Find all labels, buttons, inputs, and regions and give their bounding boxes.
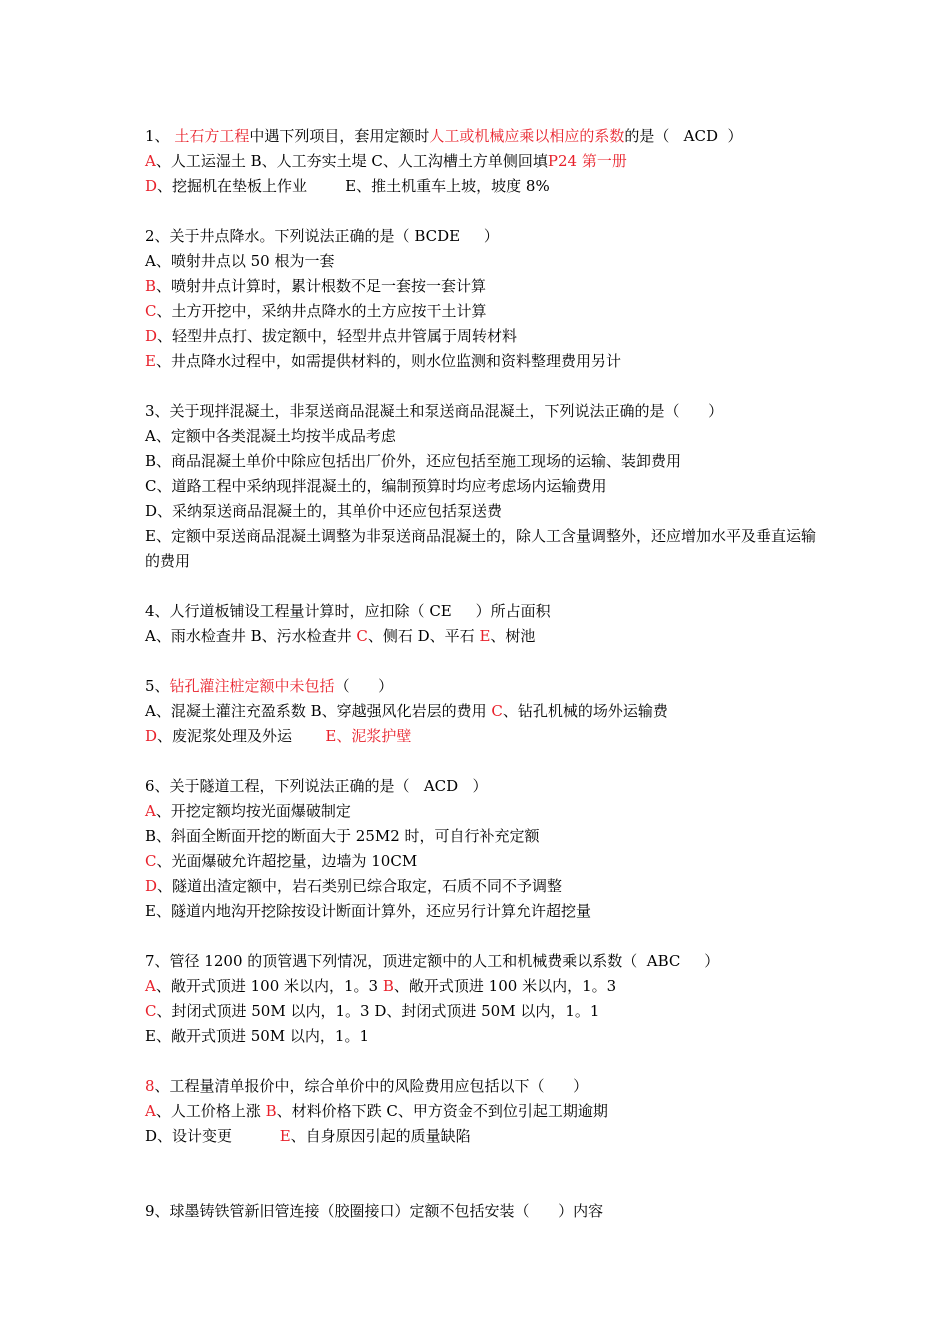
question-option-line bbox=[145, 624, 825, 649]
question-option-line bbox=[145, 174, 825, 199]
question-option-line bbox=[145, 1124, 825, 1149]
text-run: A、混凝土灌注充盈系数 B、穿越强风化岩层的费用 bbox=[145, 702, 492, 720]
question-stem bbox=[145, 774, 825, 799]
question-option-line bbox=[145, 349, 825, 374]
question-stem bbox=[145, 1074, 825, 1099]
text-run: 、光面爆破允许超挖量，边墙为 10CM bbox=[156, 852, 418, 870]
question-stem bbox=[145, 224, 825, 249]
question-option-line bbox=[145, 449, 825, 474]
text-run: E、敞开式顶进 50M 以内，1。1 bbox=[145, 1027, 370, 1045]
question-option-line bbox=[145, 974, 825, 999]
text-run: E bbox=[279, 1127, 291, 1145]
text-run: 、敞开式顶进 100 米以内，1。3 bbox=[155, 977, 383, 995]
text-run: A bbox=[145, 1102, 156, 1120]
question-option-line bbox=[145, 1099, 825, 1124]
text-run: 6、关于隧道工程，下列说法正确的是（ ACD ） bbox=[145, 777, 488, 795]
text-run: 、挖掘机在垫板上作业 E、推土机重车上坡，坡度 8% bbox=[157, 177, 550, 195]
question-4 bbox=[145, 599, 825, 649]
text-run: 钻孔灌注桩定额中未包括 bbox=[169, 677, 335, 695]
text-run: E、泥浆护壁 bbox=[325, 727, 412, 745]
text-run: E、隧道内地沟开挖除按设计断面计算外，还应另行计算允许超挖量 bbox=[145, 902, 591, 920]
text-run: D bbox=[145, 727, 158, 745]
text-run: E bbox=[145, 352, 156, 370]
text-run: 、土方开挖中，采纳井点降水的土方应按干土计算 bbox=[156, 302, 487, 320]
text-run: C bbox=[491, 702, 503, 720]
text-run: E、定额中泵送商品混凝土调整为非泵送商品混凝土的，除人工含量调整外，还应增加水平及垂直运输的费用 bbox=[145, 527, 816, 570]
text-run: C、道路工程中采纳现拌混凝土的，编制预算时均应考虑场内运输费用 bbox=[145, 477, 607, 495]
text-run: （ ） bbox=[334, 677, 394, 695]
question-option-line bbox=[145, 249, 825, 274]
text-run: C bbox=[356, 627, 368, 645]
text-run: 9、球墨铸铁管新旧管连接（胶圈接口）定额不包括安装（ ）内容 bbox=[145, 1202, 604, 1220]
text-run: 、废泥浆处理及外运 bbox=[157, 727, 326, 745]
question-2 bbox=[145, 224, 825, 374]
text-run: A bbox=[145, 802, 156, 820]
question-option-line bbox=[145, 474, 825, 499]
text-run: B bbox=[145, 277, 157, 295]
text-run: 、隧道出渣定额中，岩石类别已综合取定，石质不同不予调整 bbox=[157, 877, 563, 895]
text-run: B、斜面全断面开挖的断面大于 25M2 时，可自行补充定额 bbox=[145, 827, 540, 845]
text-run: A、定额中各类混凝土均按半成品考虑 bbox=[145, 427, 396, 445]
text-run: 4、人行道板铺设工程量计算时，应扣除（ CE ）所占面积 bbox=[145, 602, 551, 620]
text-run: B、商品混凝土单价中除应包括出厂价外，还应包括至施工现场的运输、装卸费用 bbox=[145, 452, 682, 470]
text-run: 、人工价格上涨 bbox=[155, 1102, 266, 1120]
question-option-line bbox=[145, 699, 825, 724]
question-stem bbox=[145, 674, 825, 699]
question-option-line bbox=[145, 999, 825, 1024]
question-stem bbox=[145, 949, 825, 974]
text-run: 的是（ ACD ） bbox=[624, 127, 743, 145]
question-option-line bbox=[145, 524, 825, 574]
text-run: A、雨水检查井 B、污水检查井 bbox=[145, 627, 357, 645]
question-spacer bbox=[145, 1049, 825, 1074]
text-run: C bbox=[145, 302, 157, 320]
question-option-line bbox=[145, 499, 825, 524]
text-run: A bbox=[145, 977, 156, 995]
text-run: D、设计变更 bbox=[145, 1127, 280, 1145]
text-run: 、侧石 D、平石 bbox=[367, 627, 480, 645]
text-run: 、开挖定额均按光面爆破制定 bbox=[155, 802, 351, 820]
question-spacer bbox=[145, 649, 825, 674]
question-stem bbox=[145, 1199, 825, 1224]
text-run: 1、 bbox=[145, 127, 175, 145]
text-run: C bbox=[145, 852, 157, 870]
text-run: B bbox=[265, 1102, 277, 1120]
question-spacer bbox=[145, 1149, 825, 1199]
question-6 bbox=[145, 774, 825, 924]
question-spacer bbox=[145, 374, 825, 399]
question-stem bbox=[145, 599, 825, 624]
text-run: D bbox=[145, 877, 158, 895]
text-run: 、井点降水过程中，如需提供材料的，则水位监测和资料整理费用另计 bbox=[155, 352, 621, 370]
question-option-line bbox=[145, 899, 825, 924]
text-run: D bbox=[145, 177, 158, 195]
text-run: 、喷射井点计算时，累计根数不足一套按一套计算 bbox=[156, 277, 487, 295]
text-run: 3、关于现拌混凝土，非泵送商品混凝土和泵送商品混凝土，下列说法正确的是（ ） bbox=[145, 402, 724, 420]
question-option-line bbox=[145, 1024, 825, 1049]
text-run: 、钻孔机械的场外运输费 bbox=[502, 702, 668, 720]
question-option-line bbox=[145, 149, 825, 174]
text-run: 、轻型井点打、拔定额中，轻型井点井管属于周转材料 bbox=[157, 327, 518, 345]
text-run: P24 第一册 bbox=[547, 152, 627, 170]
question-8 bbox=[145, 1074, 825, 1149]
text-run: D bbox=[145, 327, 158, 345]
question-list bbox=[145, 124, 825, 1224]
text-run: 、敞开式顶进 100 米以内，1。3 bbox=[393, 977, 617, 995]
text-run: 5、 bbox=[145, 677, 170, 695]
text-run: 中遇下列项目，套用定额时 bbox=[249, 127, 430, 145]
question-stem bbox=[145, 399, 825, 424]
question-option-line bbox=[145, 849, 825, 874]
question-5 bbox=[145, 674, 825, 749]
text-run: 8 bbox=[145, 1077, 155, 1095]
question-7 bbox=[145, 949, 825, 1049]
question-option-line bbox=[145, 799, 825, 824]
text-run: 、自身原因引起的质量缺陷 bbox=[290, 1127, 471, 1145]
question-1 bbox=[145, 124, 825, 199]
question-spacer bbox=[145, 749, 825, 774]
question-option-line bbox=[145, 274, 825, 299]
text-run: E bbox=[479, 627, 491, 645]
question-option-line bbox=[145, 299, 825, 324]
text-run: A、喷射井点以 50 根为一套 bbox=[145, 252, 335, 270]
text-run: 、树池 bbox=[490, 627, 536, 645]
question-stem bbox=[145, 124, 825, 149]
text-run: 、材料价格下跌 C、甲方资金不到位引起工期逾期 bbox=[276, 1102, 608, 1120]
question-spacer bbox=[145, 574, 825, 599]
question-3 bbox=[145, 399, 825, 574]
text-run: 土石方工程 bbox=[174, 127, 250, 145]
text-run: A bbox=[145, 152, 156, 170]
question-option-line bbox=[145, 874, 825, 899]
text-run: 、人工运湿土 B、人工夯实土堤 C、人工沟槽土方单侧回填 bbox=[155, 152, 548, 170]
question-option-line bbox=[145, 824, 825, 849]
text-run: 7、管径 1200 的顶管遇下列情况，顶进定额中的人工和机械费乘以系数（ ABC ） bbox=[145, 952, 720, 970]
question-option-line bbox=[145, 424, 825, 449]
question-9 bbox=[145, 1199, 825, 1224]
text-run: B bbox=[382, 977, 394, 995]
text-run: 2、关于井点降水。下列说法正确的是（ BCDE ） bbox=[145, 227, 499, 245]
text-run: 、工程量清单报价中，综合单价中的风险费用应包括以下（ ） bbox=[154, 1077, 589, 1095]
question-spacer bbox=[145, 199, 825, 224]
question-option-line bbox=[145, 724, 825, 749]
text-run: C bbox=[145, 1002, 157, 1020]
question-spacer bbox=[145, 924, 825, 949]
question-option-line bbox=[145, 324, 825, 349]
text-run: D、采纳泵送商品混凝土的，其单价中还应包括泵送费 bbox=[145, 502, 503, 520]
text-run: 、封闭式顶进 50M 以内，1。3 D、封闭式顶进 50M 以内，1。1 bbox=[156, 1002, 600, 1020]
text-run: 人工或机械应乘以相应的系数 bbox=[429, 127, 625, 145]
